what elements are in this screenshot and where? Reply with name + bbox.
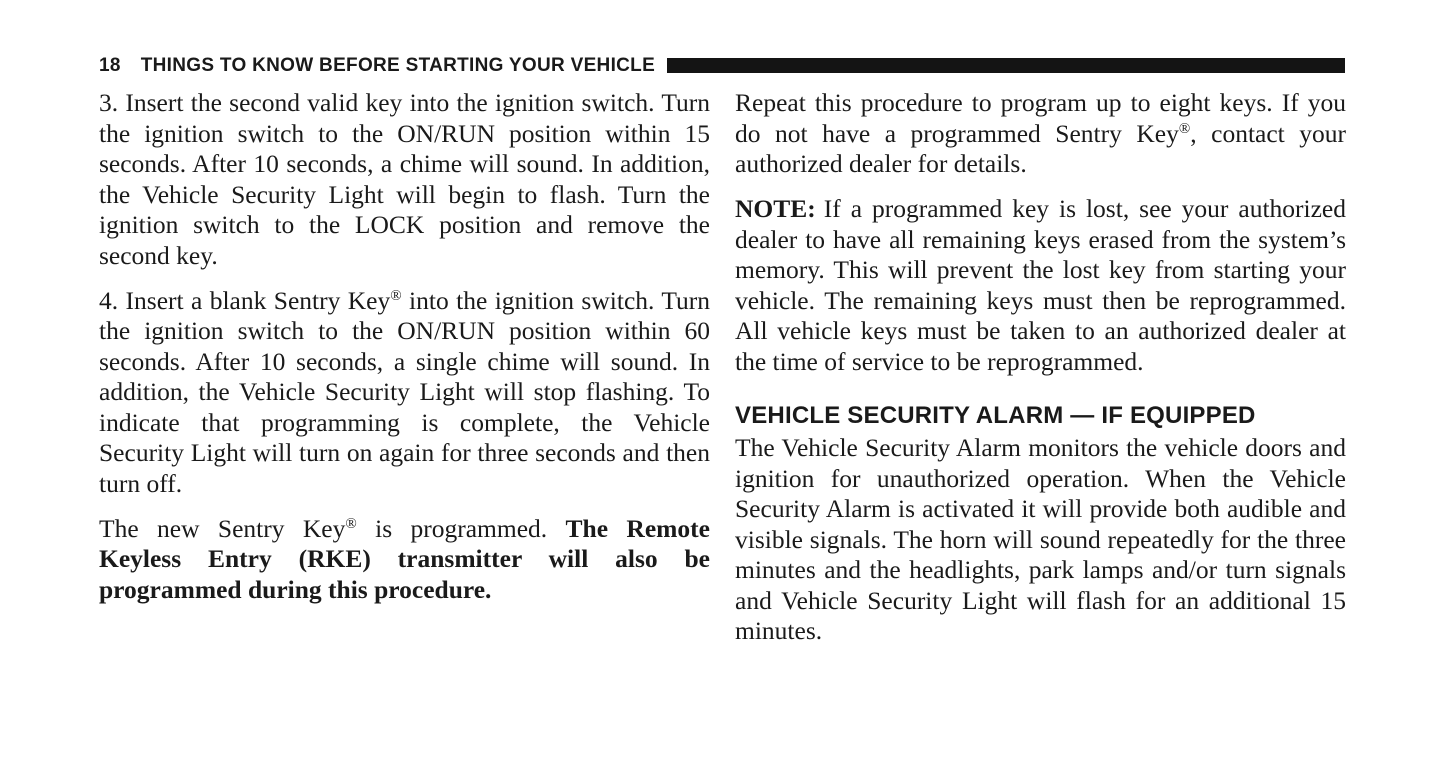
registered-mark: ® — [390, 287, 402, 304]
step-4-text-end: into the ignition switch. Turn the ignition switch to the ON/RUN position within 60 seconds. After 10 seconds, a single chime will sound. In addition, the Vehicle Security Light will stop flashing. To indicate that programming is complete, the Vehicle Security Light will turn on again for three seconds and then turn off. — [99, 285, 711, 498]
alarm-paragraph — [735, 433, 1346, 647]
page-number: 18 — [99, 55, 121, 76]
note-label: NOTE: — [735, 194, 816, 223]
right-column — [735, 88, 1346, 661]
rke-programmed-note: The Remote Keyless Entry (RKE) transmitter will also be programmed during this procedure. — [99, 513, 710, 604]
page-header — [99, 54, 1345, 78]
header-rule — [667, 58, 1345, 73]
section-heading: VEHICLE SECURITY ALARM — IF EQUIPPED — [735, 402, 1256, 429]
repeat-paragraph — [735, 88, 1346, 180]
note-paragraph — [735, 194, 1346, 377]
step-3-paragraph — [99, 88, 710, 271]
repeat-text-start: Repeat this procedure to program up to eight keys. If you do not have a programmed Sentry Key — [735, 88, 1346, 148]
programmed-paragraph — [99, 514, 710, 606]
registered-mark: ® — [1178, 120, 1191, 137]
programmed-text-mid: is programmed. — [356, 513, 566, 543]
programmed-text-start: The new Sentry Key — [99, 513, 346, 543]
step-4-text-start: 4. Insert a blank Sentry Key — [99, 285, 391, 315]
step-4-paragraph — [99, 286, 710, 500]
step-3-text: 3. Insert the second valid key into the ignition switch. Turn the ignition switch to the ON/RUN position within 15 seconds. After 10 seconds, a chime will sound. In addition, the Vehicle Security Light will begin to flash. Turn the ignition switch to the LOCK position and remove the second key. — [99, 88, 710, 270]
registered-mark: ® — [345, 515, 357, 532]
running-header-title: THINGS TO KNOW BEFORE STARTING YOUR VEHICLE — [140, 55, 656, 76]
alarm-text: The Vehicle Security Alarm monitors the vehicle doors and ignition for unauthorized operation. When the Vehicle Security Alarm is activated it will provide both audible and visible signals. The horn will sound repeatedly for the three minutes and the headlights, park lamps and/or turn signals and Vehicle Security Light will flash for an additional 15 minutes. — [735, 433, 1346, 645]
left-column — [99, 88, 710, 620]
note-text: If a programmed key is lost, see your authorized dealer to have all remaining keys erased from the system’s memory. This will prevent the lost key from starting your vehicle. The remaining keys must then be reprogrammed. All vehicle keys must be taken to an authorized dealer at the time of service to be reprogrammed. — [735, 194, 1346, 376]
repeat-text-end: , contact your authorized dealer for details. — [735, 118, 1346, 178]
